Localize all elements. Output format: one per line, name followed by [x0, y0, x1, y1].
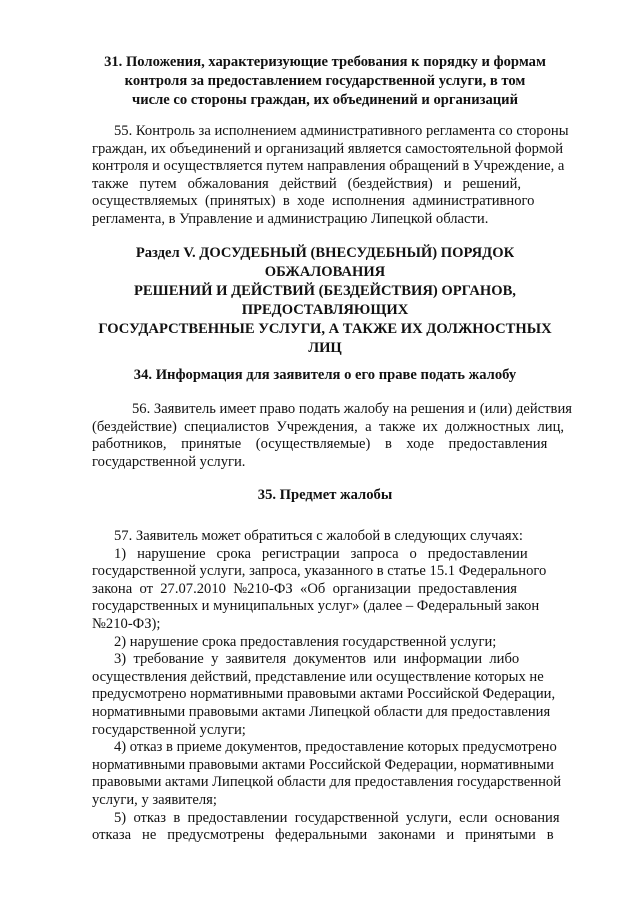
paragraph-line: граждан, их объединений и организаций является самостоятельной формой — [92, 140, 564, 157]
paragraph-line: 56. Заявитель имеет право подать жалобу на решения и (или) действия — [132, 401, 572, 417]
paragraph-line: (бездействие) специалистов Учреждения, а также их должностных лиц, — [92, 418, 565, 435]
paragraph-line: контроля и осуществляется путем направления обращений в Учреждение, а — [92, 158, 565, 175]
paragraph-line: нормативными правовыми актами Липецкой области для предоставления — [92, 703, 551, 720]
section-31-heading — [60, 53, 590, 110]
section-34-heading — [60, 366, 590, 385]
heading-line: числе со стороны граждан, их объединений и организаций — [131, 92, 518, 108]
heading-line: ОБЖАЛОВАНИЯ — [264, 264, 386, 280]
paragraph-line: государственных и муниципальных услуг» (далее – Федеральный закон — [92, 598, 540, 615]
paragraph-line: государственной услуги; — [92, 721, 246, 738]
paragraph-line: предусмотрено нормативными правовыми актами Российской Федерации, — [92, 686, 556, 703]
heading-line: контроля за предоставлением государственной услуги, в том — [124, 73, 526, 89]
heading-line: РЕШЕНИЙ И ДЕЙСТВИЙ (БЕЗДЕЙСТВИЯ) ОРГАНОВ, — [134, 283, 516, 299]
heading-line: 35. Предмет жалобы — [257, 487, 393, 503]
paragraph-line: осуществляемых (принятых) в ходе исполнения административного — [92, 193, 535, 210]
paragraph-line: государственной услуги. — [92, 453, 246, 470]
paragraph-line: также путем обжалования действий (бездействия) и решений, — [92, 175, 522, 192]
paragraph-line: №210-ФЗ); — [92, 615, 161, 632]
section-35-heading — [60, 486, 590, 505]
heading-line: ЛИЦ — [308, 340, 342, 356]
paragraph-56 — [92, 401, 598, 471]
paragraph-line: осуществления действий, представление или осуществление которых не — [92, 668, 544, 685]
paragraph-line: 3) требование у заявителя документов или информации либо — [114, 651, 520, 668]
paragraph-line: правовыми актами Липецкой области для предоставления государственной — [92, 774, 562, 791]
paragraph-line: нормативными правовыми актами Российской Федерации, нормативными — [92, 756, 554, 773]
section-v-heading — [60, 244, 590, 358]
paragraph-line: 4) отказ в приеме документов, предоставление которых предусмотрено — [114, 739, 557, 756]
heading-line: 31. Положения, характеризующие требования к порядку и формам — [104, 54, 546, 70]
paragraph-line: государственной услуги, запроса, указанного в статье 15.1 Федерального — [92, 563, 547, 580]
heading-line: ГОСУДАРСТВЕННЫЕ УСЛУГИ, А ТАКЖЕ ИХ ДОЛЖНОСТНЫХ — [98, 321, 552, 337]
paragraph-line: 2) нарушение срока предоставления государственной услуги; — [114, 633, 497, 650]
paragraph-line: услуги, у заявителя; — [92, 791, 217, 808]
paragraph-line: 55. Контроль за исполнением административного регламента со стороны — [114, 123, 569, 139]
heading-line: ПРЕДОСТАВЛЯЮЩИХ — [241, 302, 409, 318]
paragraph-55 — [92, 123, 598, 229]
paragraph-line: работников, принятые (осуществляемые) в ходе предоставления — [92, 436, 548, 453]
paragraph-line: 5) отказ в предоставлении государственной услуги, если основания — [114, 809, 560, 826]
paragraph-line: 1) нарушение срока регистрации запроса о предоставлении — [114, 545, 528, 562]
heading-line: 34. Информация для заявителя о его праве подать жалобу — [133, 367, 517, 383]
paragraph-line: 57. Заявитель может обратиться с жалобой в следующих случаях: — [114, 528, 523, 544]
paragraph-line: отказа не предусмотрены федеральными законами и принятыми в — [92, 827, 554, 844]
paragraph-line: закона от 27.07.2010 №210-ФЗ «Об организации предоставления — [92, 580, 518, 597]
heading-line: Раздел V. ДОСУДЕБНЫЙ (ВНЕСУДЕБНЫЙ) ПОРЯДОК — [135, 245, 515, 261]
paragraph-57 — [92, 528, 598, 845]
paragraph-line: регламента, в Управление и администрацию Липецкой области. — [92, 210, 489, 227]
